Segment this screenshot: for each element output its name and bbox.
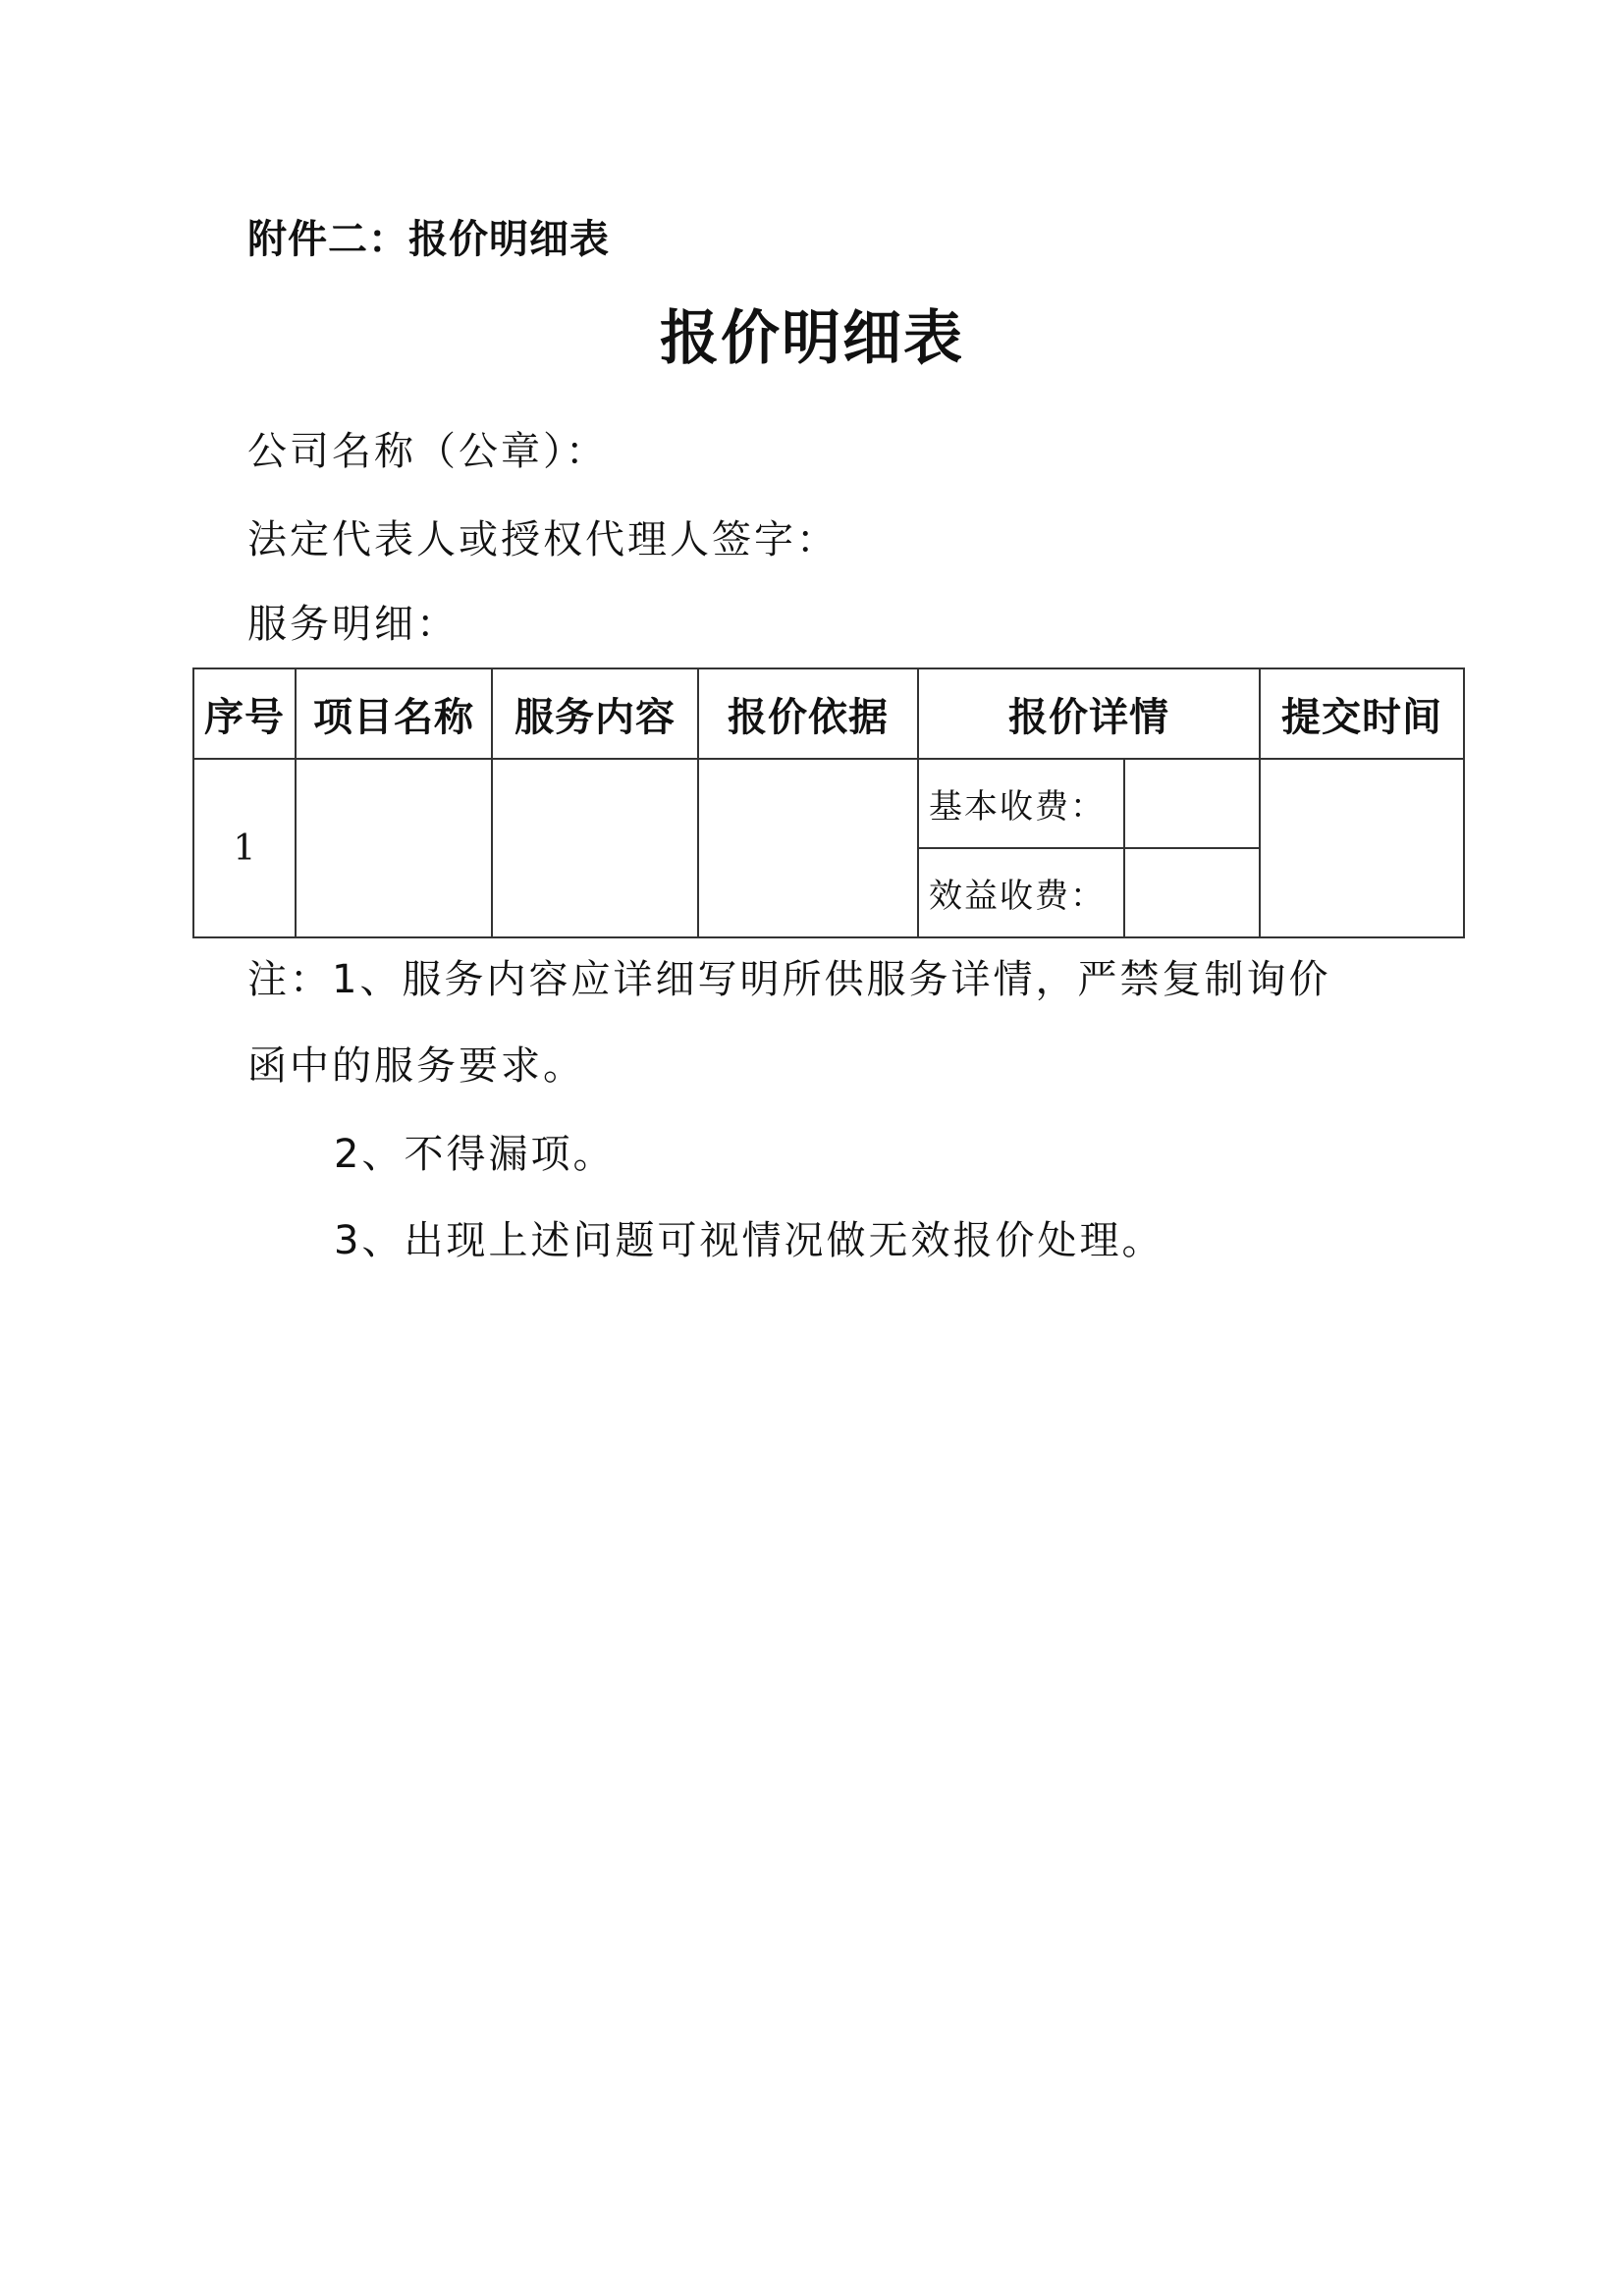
service-details-label: 服务明细： [247, 602, 459, 647]
benefit-fee-value-cell[interactable] [1124, 848, 1260, 937]
benefit-fee-label: 效益收费： [918, 848, 1124, 937]
quote-table [192, 667, 1465, 938]
service-content-cell[interactable] [492, 759, 698, 937]
basic-fee-label: 基本收费： [918, 759, 1124, 848]
signature-field: 法定代表人或授权代理人签字： [247, 517, 839, 562]
company-name-field: 公司名称（公章）： [247, 429, 608, 474]
table-header-row [193, 668, 1464, 759]
project-name-cell[interactable] [296, 759, 492, 937]
header-service-content: 服务内容 [492, 668, 698, 759]
document-title: 报价明细表 [660, 304, 964, 373]
header-index: 序号 [193, 668, 296, 759]
basic-fee-value-cell[interactable] [1124, 759, 1260, 848]
note-2: 2、不得漏项。 [334, 1132, 616, 1177]
header-quote-details: 报价详情 [918, 668, 1260, 759]
submit-time-cell[interactable] [1260, 759, 1464, 937]
table-row [193, 759, 1464, 848]
note-3: 3、出现上述问题可视情况做无效报价处理。 [334, 1218, 1164, 1263]
quote-basis-cell[interactable] [698, 759, 918, 937]
header-project-name: 项目名称 [296, 668, 492, 759]
note-1-line-1: 注：1、服务内容应详细写明所供服务详情，严禁复制询价 [247, 957, 1331, 1002]
header-quote-basis: 报价依据 [698, 668, 918, 759]
attachment-heading: 附件二：报价明细表 [247, 217, 610, 262]
note-1-line-2: 函中的服务要求。 [247, 1043, 585, 1089]
row-index-cell: 1 [193, 759, 296, 937]
header-submit-time: 提交时间 [1260, 668, 1464, 759]
